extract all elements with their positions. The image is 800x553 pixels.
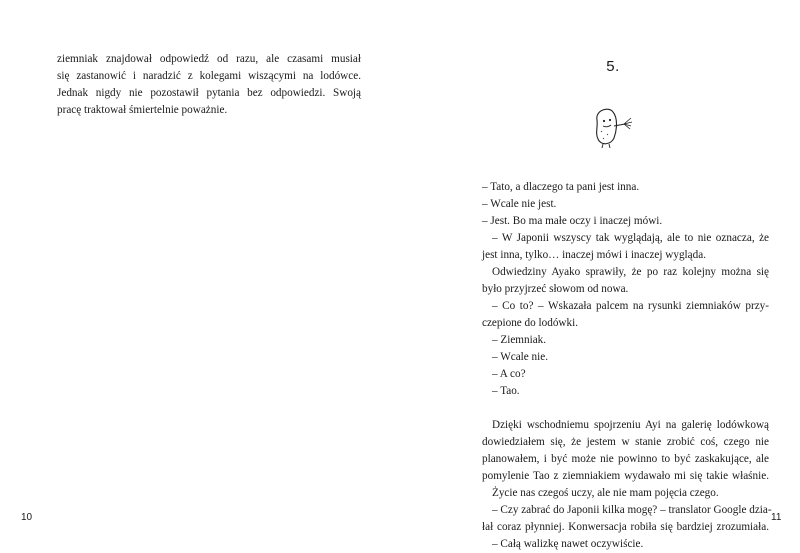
text-line: – Wcale nie. (492, 351, 549, 363)
right-page (400, 0, 800, 550)
text-line: pomylenie Tao z ziemniakiem wydawało mi się takie właśnie. (482, 470, 769, 482)
text-line: pracę traktował śmiertelnie poważnie. (57, 104, 228, 116)
page-number: 10 (21, 512, 33, 523)
potato-illustration (583, 104, 643, 154)
text-line: – W Japonii wszyscy tak wyglądają, ale to nie oznacza, że (492, 232, 769, 244)
text-line: dowiedziałem się, że jestem w stanie zrobić coś, czego nie (482, 436, 769, 448)
text-line: Dzięki wschodniemu spojrzeniu Ayi na galerię lodówkową (492, 419, 769, 431)
page-number: 11 (771, 512, 782, 523)
text-line: planowałem, i być może nie powinno to być zaskakujące, ale (482, 453, 769, 465)
text-line: było przyjrzeć słowom od nowa. (482, 283, 629, 295)
paragraph-gap (482, 400, 769, 417)
text-line: Życie nas czegoś uczy, ale nie mam pojęcia czego. (492, 487, 719, 499)
text-line: – Co to? – Wskazała palcem na rysunki ziemniaków przy- (492, 300, 769, 312)
left-page-text (57, 51, 361, 119)
text-line: czepione do lodówki. (482, 317, 579, 329)
text-line: się zastanowić i naradzić z kolegami wiszącymi na lodówce. (57, 70, 361, 82)
text-line: Jednak nigdy nie pozostawił pytania bez odpowiedzi. Swoją (57, 87, 361, 99)
text-line: łał coraz płynniej. Konwersacja robiła się bardziej zrozumiała. (482, 521, 769, 533)
text-line: – Ziemniak. (492, 334, 547, 346)
text-line: jest inna, tylko… inaczej mówi i inaczej wygląda. (482, 249, 706, 261)
text-line: – Czy zabrać do Japonii kilka mogę? – translator Google dzia- (492, 504, 772, 516)
text-line: – Całą walizkę nawet oczywiście. (492, 538, 644, 550)
text-line: Odwiedziny Ayako sprawiły, że po raz kolejny można się (492, 266, 769, 278)
text-line: – A co? (492, 368, 526, 380)
text-line: ziemniak znajdował odpowiedź od razu, ale czasami musiał (57, 53, 361, 65)
text-line: – Wcale nie jest. (482, 198, 557, 210)
text-line: – Tato, a dlaczego ta pani jest inna. (482, 181, 640, 193)
text-line: – Tao. (492, 385, 520, 397)
right-page-text (482, 179, 772, 553)
text-line: – Jest. Bo ma małe oczy i inaczej mówi. (482, 215, 663, 227)
chapter-number: 5. (606, 58, 620, 75)
left-page (0, 0, 400, 538)
